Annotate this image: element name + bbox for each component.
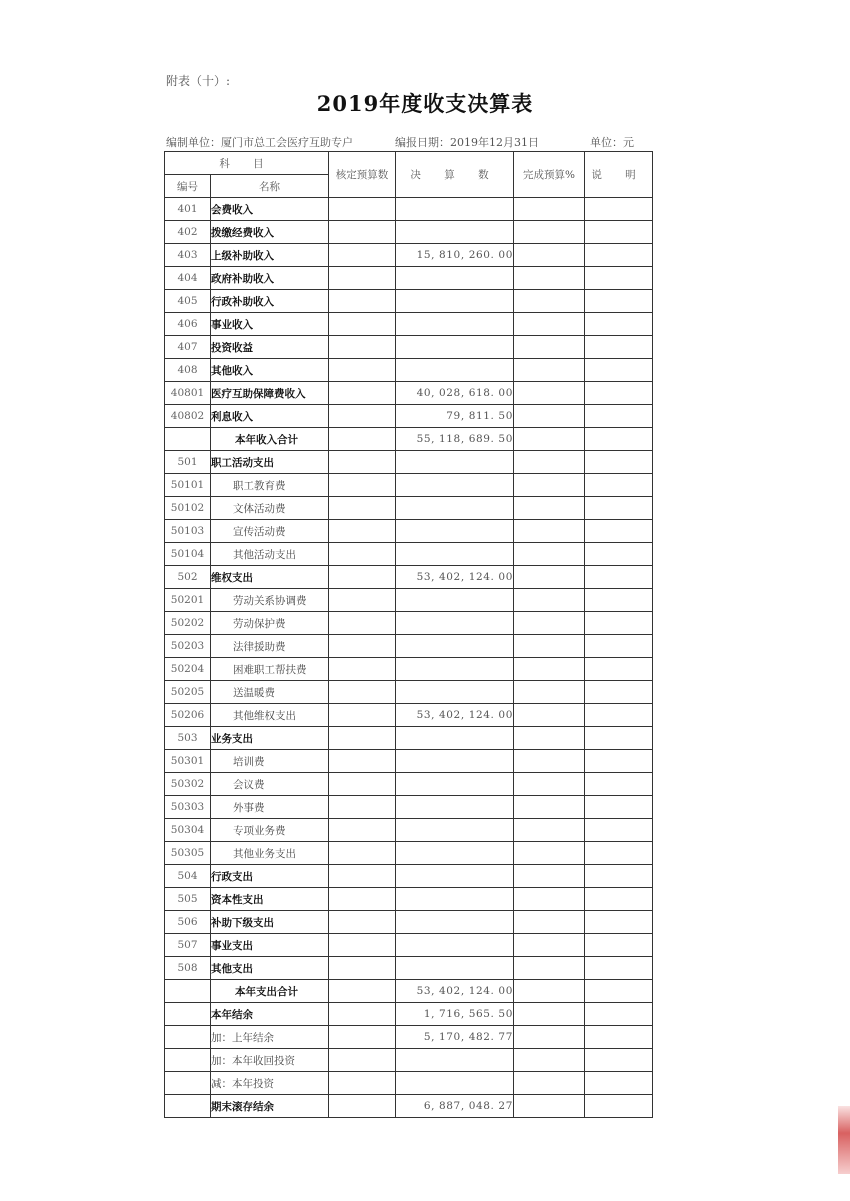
final-amount-cell — [396, 888, 514, 911]
table-row — [165, 934, 653, 957]
approved-budget-cell — [329, 474, 396, 497]
final-amount-cell — [396, 589, 514, 612]
name-cell: 会费收入 — [211, 198, 329, 221]
notes-cell — [585, 773, 653, 796]
page-title: 2019年度收支决算表 — [316, 91, 534, 116]
name-cell: 政府补助收入 — [211, 267, 329, 290]
final-amount-cell — [396, 1049, 514, 1072]
approved-budget-cell — [329, 336, 396, 359]
approved-budget-cell — [329, 221, 396, 244]
red-seal-edge — [838, 1106, 850, 1174]
name-cell: 会议费 — [211, 773, 329, 796]
notes-cell — [585, 1095, 653, 1118]
table-row — [165, 635, 653, 658]
report-date: 编报日期：2019年12月31日 — [395, 136, 539, 149]
code-cell: 506 — [165, 911, 211, 934]
completion-cell — [514, 727, 585, 750]
notes-cell — [585, 888, 653, 911]
approved-budget-cell — [329, 1026, 396, 1049]
completion-cell — [514, 796, 585, 819]
table-row — [165, 474, 653, 497]
name-cell: 宣传活动费 — [211, 520, 329, 543]
header-row-top — [165, 152, 653, 175]
final-amount-cell — [396, 267, 514, 290]
completion-cell — [514, 543, 585, 566]
table-row — [165, 1072, 653, 1095]
table-row — [165, 1003, 653, 1026]
code-cell: 408 — [165, 359, 211, 382]
completion-cell — [514, 428, 585, 451]
final-amount-cell — [396, 290, 514, 313]
name-cell: 职工教育费 — [211, 474, 329, 497]
table-row — [165, 221, 653, 244]
currency-unit: 单位：元 — [590, 136, 634, 149]
table-row — [165, 244, 653, 267]
code-cell: 404 — [165, 267, 211, 290]
approved-budget-cell — [329, 957, 396, 980]
approved-budget-cell — [329, 865, 396, 888]
table-row — [165, 497, 653, 520]
name-cell: 减：本年投资 — [211, 1072, 329, 1095]
completion-cell — [514, 336, 585, 359]
final-amount-cell: 53, 402, 124. 00 — [396, 980, 514, 1003]
notes-cell — [585, 842, 653, 865]
table-row — [165, 658, 653, 681]
attachment-label: 附表（十）: — [166, 74, 231, 88]
completion-cell — [514, 566, 585, 589]
notes-cell — [585, 543, 653, 566]
notes-cell — [585, 267, 653, 290]
notes-cell — [585, 934, 653, 957]
completion-cell — [514, 198, 585, 221]
notes-cell — [585, 635, 653, 658]
approved-budget-cell — [329, 267, 396, 290]
final-amount-header: 决 算 数 — [396, 152, 514, 198]
name-cell: 其他维权支出 — [211, 704, 329, 727]
approved-budget-cell — [329, 842, 396, 865]
name-cell: 维权支出 — [211, 566, 329, 589]
completion-cell — [514, 382, 585, 405]
final-amount-cell: 5, 170, 482. 77 — [396, 1026, 514, 1049]
name-cell: 其他收入 — [211, 359, 329, 382]
code-cell: 50104 — [165, 543, 211, 566]
final-amount-cell — [396, 313, 514, 336]
approved-budget-cell — [329, 497, 396, 520]
table-row — [165, 773, 653, 796]
code-cell — [165, 1003, 211, 1026]
subject-header: 科 目 — [165, 152, 329, 175]
name-cell: 劳动关系协调费 — [211, 589, 329, 612]
approved-budget-cell — [329, 1049, 396, 1072]
code-cell: 50202 — [165, 612, 211, 635]
notes-cell — [585, 589, 653, 612]
final-amount-cell: 55, 118, 689. 50 — [396, 428, 514, 451]
name-cell: 投资收益 — [211, 336, 329, 359]
notes-cell — [585, 750, 653, 773]
final-amount-cell — [396, 451, 514, 474]
approved-budget-cell — [329, 589, 396, 612]
approved-budget-cell — [329, 198, 396, 221]
table-row — [165, 428, 653, 451]
table-row — [165, 451, 653, 474]
code-cell: 50102 — [165, 497, 211, 520]
table-row — [165, 520, 653, 543]
final-amount-cell — [396, 1072, 514, 1095]
table-row — [165, 1026, 653, 1049]
notes-cell — [585, 359, 653, 382]
final-amount-cell — [396, 957, 514, 980]
code-cell: 50303 — [165, 796, 211, 819]
name-cell: 行政支出 — [211, 865, 329, 888]
approved-budget-cell — [329, 635, 396, 658]
name-cell: 本年结余 — [211, 1003, 329, 1026]
final-amount-cell — [396, 612, 514, 635]
name-cell: 培训费 — [211, 750, 329, 773]
final-amount-cell — [396, 796, 514, 819]
final-amount-cell: 53, 402, 124. 00 — [396, 566, 514, 589]
notes-cell — [585, 497, 653, 520]
completion-cell — [514, 1003, 585, 1026]
table-row — [165, 704, 653, 727]
final-amount-cell — [396, 911, 514, 934]
table-row — [165, 842, 653, 865]
notes-cell — [585, 819, 653, 842]
final-amount-cell — [396, 198, 514, 221]
final-amount-cell — [396, 727, 514, 750]
name-cell: 上级补助收入 — [211, 244, 329, 267]
table-row — [165, 566, 653, 589]
table-row — [165, 681, 653, 704]
approved-budget-cell — [329, 888, 396, 911]
completion-cell — [514, 451, 585, 474]
completion-cell — [514, 934, 585, 957]
final-amount-cell — [396, 773, 514, 796]
name-cell: 利息收入 — [211, 405, 329, 428]
completion-cell — [514, 497, 585, 520]
code-header: 编号 — [165, 175, 211, 198]
notes-cell — [585, 658, 653, 681]
name-cell: 劳动保护费 — [211, 612, 329, 635]
completion-cell — [514, 612, 585, 635]
table-row — [165, 911, 653, 934]
name-cell: 补助下级支出 — [211, 911, 329, 934]
final-amount-cell — [396, 658, 514, 681]
table-row — [165, 612, 653, 635]
final-amount-cell — [396, 819, 514, 842]
table-row — [165, 980, 653, 1003]
final-amount-cell — [396, 497, 514, 520]
table-header — [165, 152, 653, 198]
final-amount-cell — [396, 359, 514, 382]
completion-cell — [514, 589, 585, 612]
table-row — [165, 819, 653, 842]
completion-cell — [514, 405, 585, 428]
notes-cell — [585, 451, 653, 474]
final-amount-cell — [396, 336, 514, 359]
code-cell: 501 — [165, 451, 211, 474]
final-amount-cell: 40, 028, 618. 00 — [396, 382, 514, 405]
name-cell: 其他支出 — [211, 957, 329, 980]
notes-cell — [585, 704, 653, 727]
notes-cell — [585, 520, 653, 543]
code-cell — [165, 1026, 211, 1049]
notes-cell — [585, 1026, 653, 1049]
approved-budget-cell — [329, 290, 396, 313]
notes-cell — [585, 980, 653, 1003]
completion-cell — [514, 911, 585, 934]
notes-cell — [585, 198, 653, 221]
completion-cell — [514, 704, 585, 727]
completion-cell — [514, 658, 585, 681]
table-row — [165, 313, 653, 336]
completion-cell — [514, 888, 585, 911]
final-amount-cell — [396, 842, 514, 865]
code-cell: 50206 — [165, 704, 211, 727]
completion-cell — [514, 773, 585, 796]
final-amount-cell: 6, 887, 048. 27 — [396, 1095, 514, 1118]
final-amount-cell: 15, 810, 260. 00 — [396, 244, 514, 267]
code-cell: 401 — [165, 198, 211, 221]
name-cell: 加：上年结余 — [211, 1026, 329, 1049]
code-cell: 407 — [165, 336, 211, 359]
table-row — [165, 405, 653, 428]
approved-budget-cell — [329, 911, 396, 934]
approved-budget-cell — [329, 819, 396, 842]
name-cell: 医疗互助保障费收入 — [211, 382, 329, 405]
completion-cell — [514, 290, 585, 313]
name-cell: 文体活动费 — [211, 497, 329, 520]
name-cell: 其他业务支出 — [211, 842, 329, 865]
name-cell: 加：本年收回投资 — [211, 1049, 329, 1072]
table-row — [165, 957, 653, 980]
notes-cell — [585, 681, 653, 704]
completion-cell — [514, 474, 585, 497]
code-cell: 50101 — [165, 474, 211, 497]
final-amount-cell — [396, 750, 514, 773]
table-row — [165, 290, 653, 313]
approved-budget-cell — [329, 750, 396, 773]
code-cell: 50201 — [165, 589, 211, 612]
name-cell: 困难职工帮扶费 — [211, 658, 329, 681]
table-row — [165, 359, 653, 382]
notes-cell — [585, 957, 653, 980]
table-row — [165, 543, 653, 566]
table-body — [165, 198, 653, 1118]
completion-cell — [514, 957, 585, 980]
table-row — [165, 796, 653, 819]
notes-cell — [585, 796, 653, 819]
table-row — [165, 888, 653, 911]
notes-cell — [585, 865, 653, 888]
code-cell: 405 — [165, 290, 211, 313]
completion-cell — [514, 750, 585, 773]
completion-cell — [514, 221, 585, 244]
approved-budget-cell — [329, 520, 396, 543]
name-cell: 外事费 — [211, 796, 329, 819]
approved-budget-cell — [329, 1072, 396, 1095]
approved-budget-cell — [329, 428, 396, 451]
notes-cell — [585, 612, 653, 635]
notes-cell — [585, 382, 653, 405]
approved-budget-cell — [329, 313, 396, 336]
final-amount-cell — [396, 934, 514, 957]
notes-cell — [585, 290, 653, 313]
approved-budget-cell — [329, 451, 396, 474]
table-row — [165, 727, 653, 750]
name-cell: 法律援助费 — [211, 635, 329, 658]
table-row — [165, 750, 653, 773]
final-amount-cell — [396, 221, 514, 244]
name-cell: 业务支出 — [211, 727, 329, 750]
code-cell: 503 — [165, 727, 211, 750]
code-cell: 50302 — [165, 773, 211, 796]
approved-budget-cell — [329, 359, 396, 382]
table-row — [165, 336, 653, 359]
code-cell: 50103 — [165, 520, 211, 543]
approved-budget-cell — [329, 796, 396, 819]
notes-cell — [585, 474, 653, 497]
code-cell: 502 — [165, 566, 211, 589]
table-row — [165, 267, 653, 290]
final-amount-cell — [396, 474, 514, 497]
approved-budget-cell — [329, 612, 396, 635]
code-cell: 50305 — [165, 842, 211, 865]
name-cell: 资本性支出 — [211, 888, 329, 911]
notes-cell — [585, 313, 653, 336]
code-cell: 504 — [165, 865, 211, 888]
table-row — [165, 1049, 653, 1072]
final-amount-cell — [396, 681, 514, 704]
code-cell: 402 — [165, 221, 211, 244]
name-cell: 事业支出 — [211, 934, 329, 957]
code-cell: 50203 — [165, 635, 211, 658]
name-cell: 行政补助收入 — [211, 290, 329, 313]
approved-budget-cell — [329, 980, 396, 1003]
name-cell: 职工活动支出 — [211, 451, 329, 474]
table-row — [165, 382, 653, 405]
completion-cell — [514, 865, 585, 888]
completion-cell — [514, 1026, 585, 1049]
approved-budget-cell — [329, 704, 396, 727]
code-cell: 40802 — [165, 405, 211, 428]
completion-cell — [514, 313, 585, 336]
approved-budget-cell — [329, 543, 396, 566]
name-cell: 其他活动支出 — [211, 543, 329, 566]
completion-cell — [514, 520, 585, 543]
approved-budget-cell — [329, 658, 396, 681]
name-cell: 专项业务费 — [211, 819, 329, 842]
final-amount-cell — [396, 543, 514, 566]
reporting-unit: 编制单位：厦门市总工会医疗互助专户 — [166, 136, 353, 149]
code-cell: 50304 — [165, 819, 211, 842]
code-cell — [165, 1072, 211, 1095]
name-cell: 事业收入 — [211, 313, 329, 336]
approved-budget-cell — [329, 382, 396, 405]
code-cell — [165, 428, 211, 451]
code-cell: 50301 — [165, 750, 211, 773]
notes-cell — [585, 405, 653, 428]
code-cell — [165, 1095, 211, 1118]
notes-cell — [585, 1072, 653, 1095]
name-header: 名称 — [211, 175, 329, 198]
final-amount-cell — [396, 635, 514, 658]
final-amount-cell: 1, 716, 565. 50 — [396, 1003, 514, 1026]
code-cell — [165, 1049, 211, 1072]
code-cell: 508 — [165, 957, 211, 980]
notes-cell — [585, 221, 653, 244]
code-cell: 50204 — [165, 658, 211, 681]
completion-cell — [514, 1072, 585, 1095]
name-cell: 本年收入合计 — [211, 428, 329, 451]
final-amount-cell: 79, 811. 50 — [396, 405, 514, 428]
completion-cell — [514, 267, 585, 290]
notes-header: 说 明 — [585, 152, 653, 198]
notes-cell — [585, 428, 653, 451]
completion-cell — [514, 1049, 585, 1072]
completion-cell — [514, 842, 585, 865]
final-amount-cell: 53, 402, 124. 00 — [396, 704, 514, 727]
table-row — [165, 589, 653, 612]
table-row — [165, 1095, 653, 1118]
table-row — [165, 198, 653, 221]
code-cell: 505 — [165, 888, 211, 911]
name-cell: 送温暖费 — [211, 681, 329, 704]
notes-cell — [585, 566, 653, 589]
completion-cell — [514, 244, 585, 267]
notes-cell — [585, 1049, 653, 1072]
code-cell: 50205 — [165, 681, 211, 704]
approved-budget-cell — [329, 1003, 396, 1026]
final-amount-cell — [396, 520, 514, 543]
name-cell: 本年支出合计 — [211, 980, 329, 1003]
completion-cell — [514, 681, 585, 704]
code-cell: 406 — [165, 313, 211, 336]
code-cell — [165, 980, 211, 1003]
completion-cell — [514, 635, 585, 658]
budget-table — [164, 151, 653, 1118]
approved-budget-cell — [329, 727, 396, 750]
name-cell: 拨缴经费收入 — [211, 221, 329, 244]
approved-budget-cell — [329, 1095, 396, 1118]
completion-cell — [514, 359, 585, 382]
notes-cell — [585, 336, 653, 359]
completion-cell — [514, 1095, 585, 1118]
code-cell: 403 — [165, 244, 211, 267]
notes-cell — [585, 911, 653, 934]
code-cell: 507 — [165, 934, 211, 957]
approved-budget-cell — [329, 773, 396, 796]
approved-budget-cell — [329, 934, 396, 957]
notes-cell — [585, 244, 653, 267]
approved-budget-header: 核定预算数 — [329, 152, 396, 198]
name-cell: 期末滚存结余 — [211, 1095, 329, 1118]
notes-cell — [585, 1003, 653, 1026]
table-row — [165, 865, 653, 888]
approved-budget-cell — [329, 405, 396, 428]
approved-budget-cell — [329, 566, 396, 589]
approved-budget-cell — [329, 681, 396, 704]
final-amount-cell — [396, 865, 514, 888]
code-cell: 40801 — [165, 382, 211, 405]
completion-cell — [514, 819, 585, 842]
notes-cell — [585, 727, 653, 750]
approved-budget-cell — [329, 244, 396, 267]
completion-header: 完成预算% — [514, 152, 585, 198]
completion-cell — [514, 980, 585, 1003]
